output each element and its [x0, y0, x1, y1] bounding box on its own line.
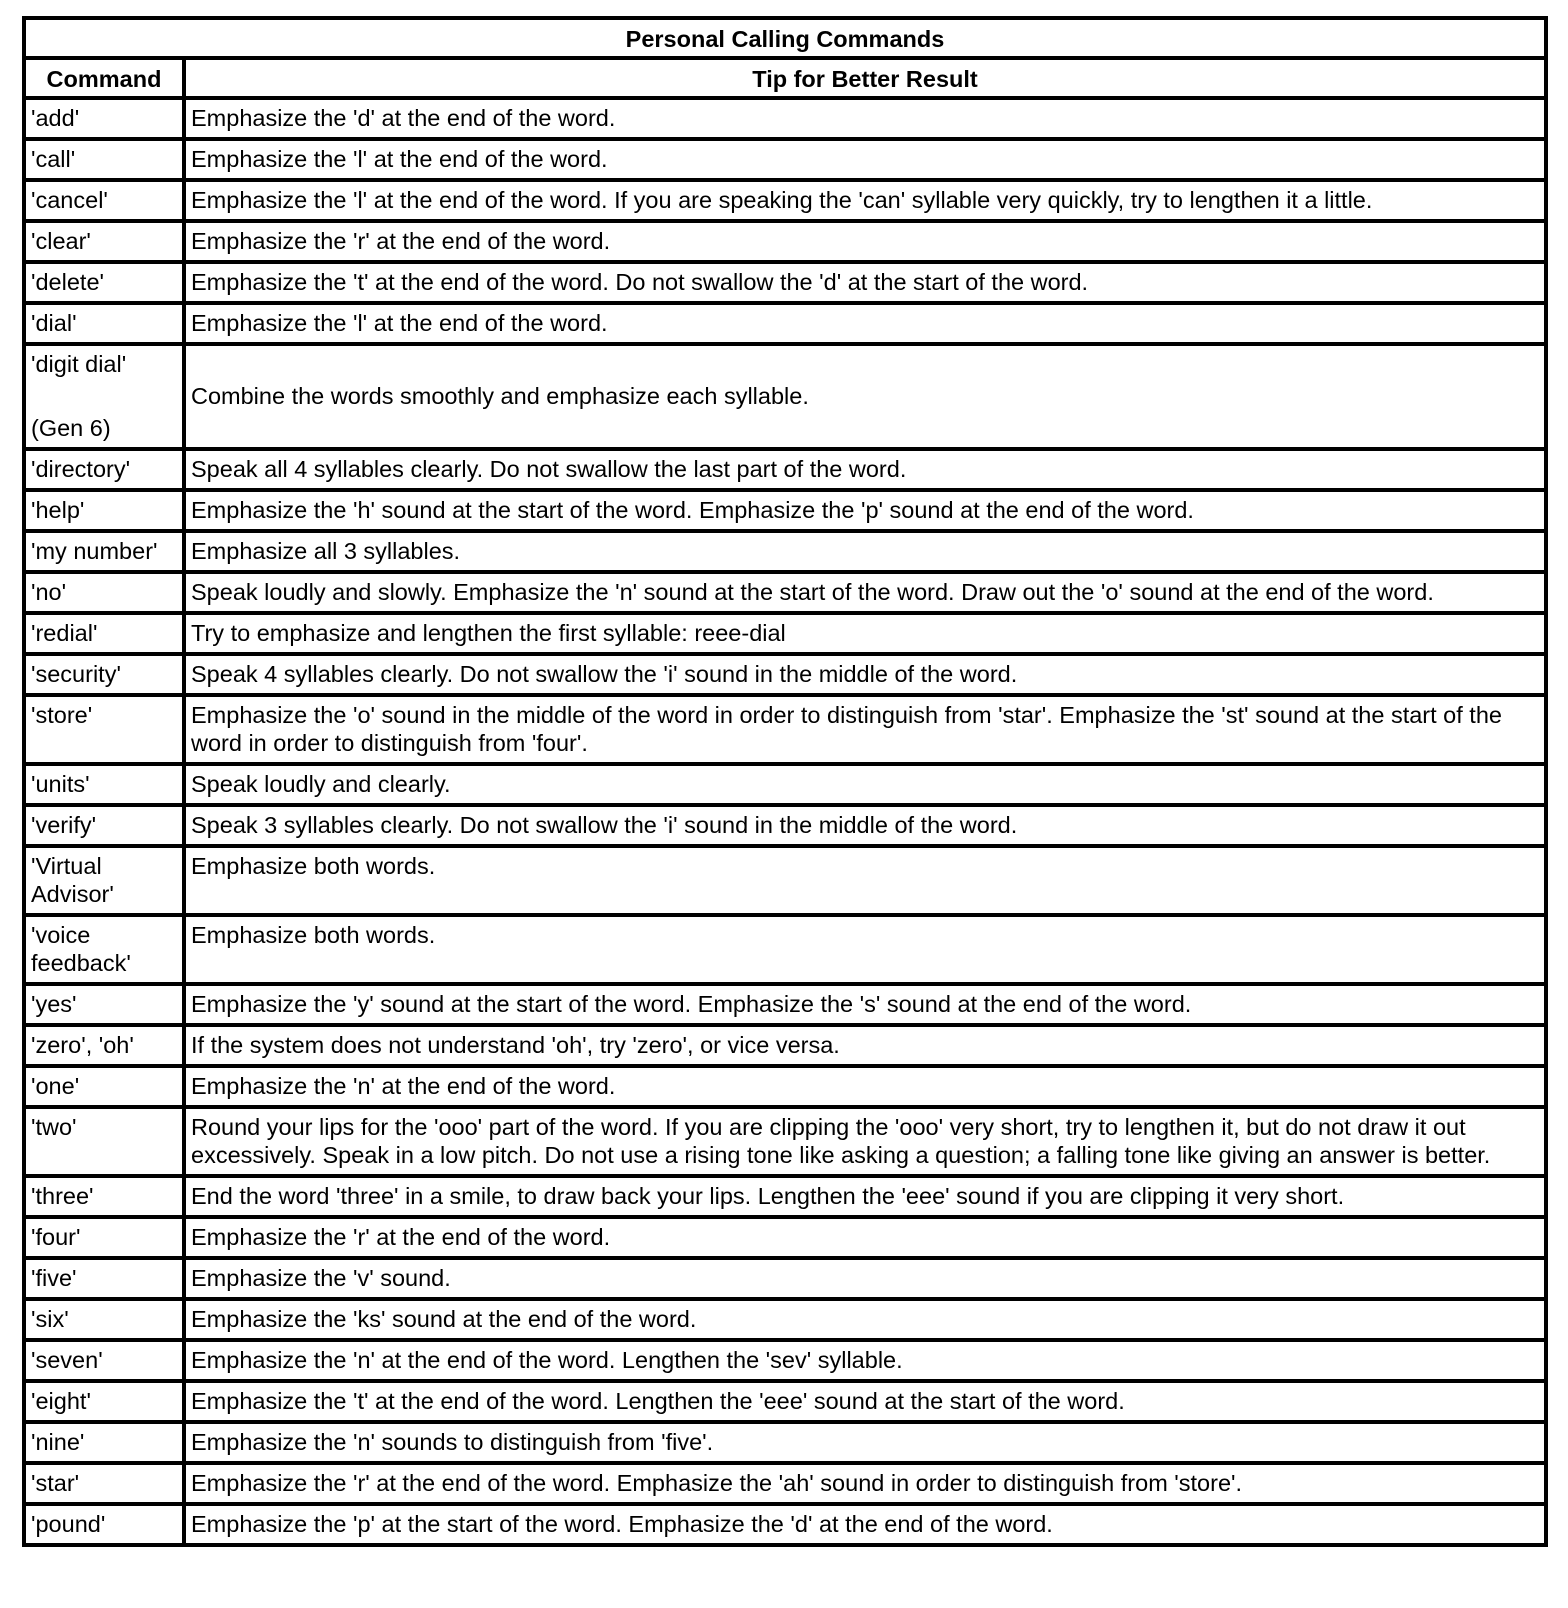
tip-text: Emphasize both words.	[191, 853, 436, 879]
tip-cell	[184, 1176, 1546, 1217]
tip-cell	[184, 613, 1546, 654]
command-cell	[24, 1381, 184, 1422]
command-cell	[24, 1176, 184, 1217]
tip-text: Emphasize the 'o' sound in the middle of the word in order to distinguish from 'star'. Emphasize the 'st' sound at the start of the word in order to distinguish from 'four'.	[191, 702, 1502, 756]
command-text: 'voice feedback'	[31, 922, 131, 976]
tip-text: Emphasize the 'r' at the end of the word.	[191, 228, 611, 254]
command-cell	[24, 1463, 184, 1504]
command-cell	[24, 531, 184, 572]
tip-cell	[184, 1504, 1546, 1545]
tip-text: Emphasize the 't' at the end of the word. Lengthen the 'eee' sound at the start of the word.	[191, 1388, 1125, 1414]
tip-text: Speak loudly and clearly.	[191, 771, 451, 797]
tip-cell	[184, 262, 1546, 303]
tip-cell	[184, 1422, 1546, 1463]
table-row	[24, 531, 1546, 572]
tip-text: Emphasize all 3 syllables.	[191, 538, 461, 564]
command-text: 'three'	[31, 1183, 94, 1209]
table-row	[24, 1381, 1546, 1422]
tip-text: Speak 4 syllables clearly. Do not swallow the 'i' sound in the middle of the word.	[191, 661, 1018, 687]
commands-table	[22, 16, 1548, 1547]
tip-cell	[184, 1381, 1546, 1422]
tip-text: Emphasize the 'p' at the start of the word. Emphasize the 'd' at the end of the word.	[191, 1511, 1053, 1537]
command-text: 'four'	[31, 1224, 81, 1250]
tip-text: Emphasize the 'v' sound.	[191, 1265, 451, 1291]
table-row	[24, 139, 1546, 180]
table-row	[24, 1463, 1546, 1504]
tip-cell	[184, 1340, 1546, 1381]
tip-text: Emphasize the 'r' at the end of the word.	[191, 1224, 611, 1250]
tip-text: Emphasize the 'n' at the end of the word.	[191, 1073, 616, 1099]
command-text: 'units'	[31, 771, 90, 797]
tip-cell	[184, 984, 1546, 1025]
tip-cell	[184, 1066, 1546, 1107]
tip-cell	[184, 654, 1546, 695]
command-cell	[24, 1025, 184, 1066]
command-cell	[24, 695, 184, 764]
command-text: 'five'	[31, 1265, 77, 1291]
column-header-tip: Tip for Better Result	[184, 58, 1546, 98]
command-cell	[24, 1258, 184, 1299]
command-text: 'store'	[31, 702, 93, 728]
table-row	[24, 449, 1546, 490]
table-row	[24, 262, 1546, 303]
command-text: 'eight'	[31, 1388, 91, 1414]
title-row	[24, 18, 1546, 58]
command-cell	[24, 1299, 184, 1340]
table-row	[24, 1258, 1546, 1299]
command-cell	[24, 449, 184, 490]
tip-cell	[184, 805, 1546, 846]
tip-text: Emphasize the 'h' sound at the start of the word. Emphasize the 'p' sound at the end of the word.	[191, 497, 1194, 523]
tip-cell	[184, 846, 1546, 915]
command-cell	[24, 805, 184, 846]
tip-cell	[184, 180, 1546, 221]
command-cell	[24, 764, 184, 805]
tip-cell	[184, 1217, 1546, 1258]
command-text: 'my number'	[31, 538, 158, 564]
table-row	[24, 1504, 1546, 1545]
tip-text: If the system does not understand 'oh', try 'zero', or vice versa.	[191, 1032, 840, 1058]
command-text: 'cancel'	[31, 187, 108, 213]
tip-text: Emphasize the 'l' at the end of the word. If you are speaking the 'can' syllable very quickly, try to lengthen it a little.	[191, 187, 1373, 213]
table-row	[24, 490, 1546, 531]
tip-cell	[184, 1025, 1546, 1066]
table-row	[24, 1025, 1546, 1066]
command-note: (Gen 6)	[31, 415, 111, 441]
table-row	[24, 984, 1546, 1025]
command-cell	[24, 139, 184, 180]
command-cell	[24, 1107, 184, 1176]
tip-text: Emphasize the 'd' at the end of the word.	[191, 105, 616, 131]
table-row	[24, 805, 1546, 846]
table-row	[24, 1066, 1546, 1107]
command-text: 'directory'	[31, 456, 131, 482]
table-row	[24, 1340, 1546, 1381]
table-row	[24, 846, 1546, 915]
tip-cell	[184, 490, 1546, 531]
table-row	[24, 1217, 1546, 1258]
table-row	[24, 221, 1546, 262]
command-cell	[24, 262, 184, 303]
table-title: Personal Calling Commands	[24, 18, 1546, 58]
table-row	[24, 180, 1546, 221]
column-header-command: Command	[24, 58, 184, 98]
command-cell	[24, 1422, 184, 1463]
command-cell	[24, 490, 184, 531]
tip-cell	[184, 449, 1546, 490]
command-text: 'seven'	[31, 1347, 103, 1373]
command-cell	[24, 1504, 184, 1545]
command-text: 'clear'	[31, 228, 91, 254]
tip-text: Emphasize the 'n' sounds to distinguish from 'five'.	[191, 1429, 714, 1455]
command-text: 'help'	[31, 497, 85, 523]
command-text: 'yes'	[31, 991, 77, 1017]
table-row	[24, 764, 1546, 805]
tip-cell	[184, 303, 1546, 344]
command-text: 'verify'	[31, 812, 97, 838]
command-text: 'star'	[31, 1470, 80, 1496]
command-text: 'zero', 'oh'	[31, 1032, 134, 1058]
command-text: 'redial'	[31, 620, 98, 646]
table-row	[24, 572, 1546, 613]
command-text: 'pound'	[31, 1511, 106, 1537]
tip-cell	[184, 1299, 1546, 1340]
tip-text: Emphasize the 'y' sound at the start of the word. Emphasize the 's' sound at the end of the word.	[191, 991, 1192, 1017]
command-text: 'one'	[31, 1073, 80, 1099]
table-row	[24, 1176, 1546, 1217]
tip-cell	[184, 221, 1546, 262]
tip-text: Speak all 4 syllables clearly. Do not swallow the last part of the word.	[191, 456, 907, 482]
command-text: 'two'	[31, 1114, 77, 1140]
command-cell	[24, 344, 184, 449]
command-cell	[24, 1217, 184, 1258]
tip-text: Speak loudly and slowly. Emphasize the 'n' sound at the start of the word. Draw out the 'o' sound at the end of the word.	[191, 579, 1434, 605]
table-body	[24, 98, 1546, 1545]
tip-cell	[184, 531, 1546, 572]
tip-text: Emphasize the 'ks' sound at the end of the word.	[191, 1306, 697, 1332]
tip-cell	[184, 915, 1546, 984]
tip-cell	[184, 98, 1546, 139]
command-text: 'Virtual Advisor'	[31, 853, 114, 907]
tip-text: Emphasize the 'l' at the end of the word.	[191, 146, 608, 172]
tip-text: Emphasize the 'r' at the end of the word. Emphasize the 'ah' sound in order to distinguish from 'store'.	[191, 1470, 1243, 1496]
table-row	[24, 695, 1546, 764]
command-text: 'add'	[31, 105, 80, 131]
command-cell	[24, 221, 184, 262]
tip-cell	[184, 1463, 1546, 1504]
command-text: 'nine'	[31, 1429, 85, 1455]
command-text: 'no'	[31, 579, 67, 605]
table-row	[24, 654, 1546, 695]
tip-text: Emphasize both words.	[191, 922, 436, 948]
table-row	[24, 1107, 1546, 1176]
tip-cell	[184, 1107, 1546, 1176]
tip-text: Speak 3 syllables clearly. Do not swallow the 'i' sound in the middle of the word.	[191, 812, 1018, 838]
tip-cell	[184, 1258, 1546, 1299]
tip-text: Combine the words smoothly and emphasize each syllable.	[191, 383, 809, 409]
command-cell	[24, 572, 184, 613]
command-cell	[24, 846, 184, 915]
command-text: 'security'	[31, 661, 121, 687]
tip-text: Try to emphasize and lengthen the first syllable: reee-dial	[191, 620, 786, 646]
tip-text: Round your lips for the 'ooo' part of the word. If you are clipping the 'ooo' very short, try to lengthen it, but do not draw it out excessively. Speak in a low pitch. Do not use a rising tone like asking a question; a falling tone like giving an answer is better.	[191, 1114, 1491, 1168]
command-text: 'dial'	[31, 310, 77, 336]
header-row	[24, 58, 1546, 98]
table-row	[24, 344, 1546, 449]
tip-cell	[184, 139, 1546, 180]
tip-cell	[184, 695, 1546, 764]
table-row	[24, 303, 1546, 344]
command-cell	[24, 613, 184, 654]
tip-text: End the word 'three' in a smile, to draw back your lips. Lengthen the 'eee' sound if you are clipping it very short.	[191, 1183, 1345, 1209]
tip-text: Emphasize the 't' at the end of the word. Do not swallow the 'd' at the start of the word.	[191, 269, 1089, 295]
tip-cell	[184, 572, 1546, 613]
command-cell	[24, 915, 184, 984]
table-row	[24, 1422, 1546, 1463]
command-cell	[24, 1066, 184, 1107]
tip-text: Emphasize the 'n' at the end of the word. Lengthen the 'sev' syllable.	[191, 1347, 903, 1373]
tip-cell	[184, 344, 1546, 449]
command-cell	[24, 180, 184, 221]
table-row	[24, 915, 1546, 984]
command-text: 'delete'	[31, 269, 105, 295]
command-cell	[24, 1340, 184, 1381]
command-cell	[24, 98, 184, 139]
command-text: 'call'	[31, 146, 76, 172]
tip-cell	[184, 764, 1546, 805]
table-row	[24, 98, 1546, 139]
table-row	[24, 1299, 1546, 1340]
command-cell	[24, 654, 184, 695]
table-row	[24, 613, 1546, 654]
tip-text: Emphasize the 'l' at the end of the word.	[191, 310, 608, 336]
command-cell	[24, 984, 184, 1025]
command-text: 'six'	[31, 1306, 69, 1332]
command-text: 'digit dial'	[31, 351, 127, 377]
command-cell	[24, 303, 184, 344]
